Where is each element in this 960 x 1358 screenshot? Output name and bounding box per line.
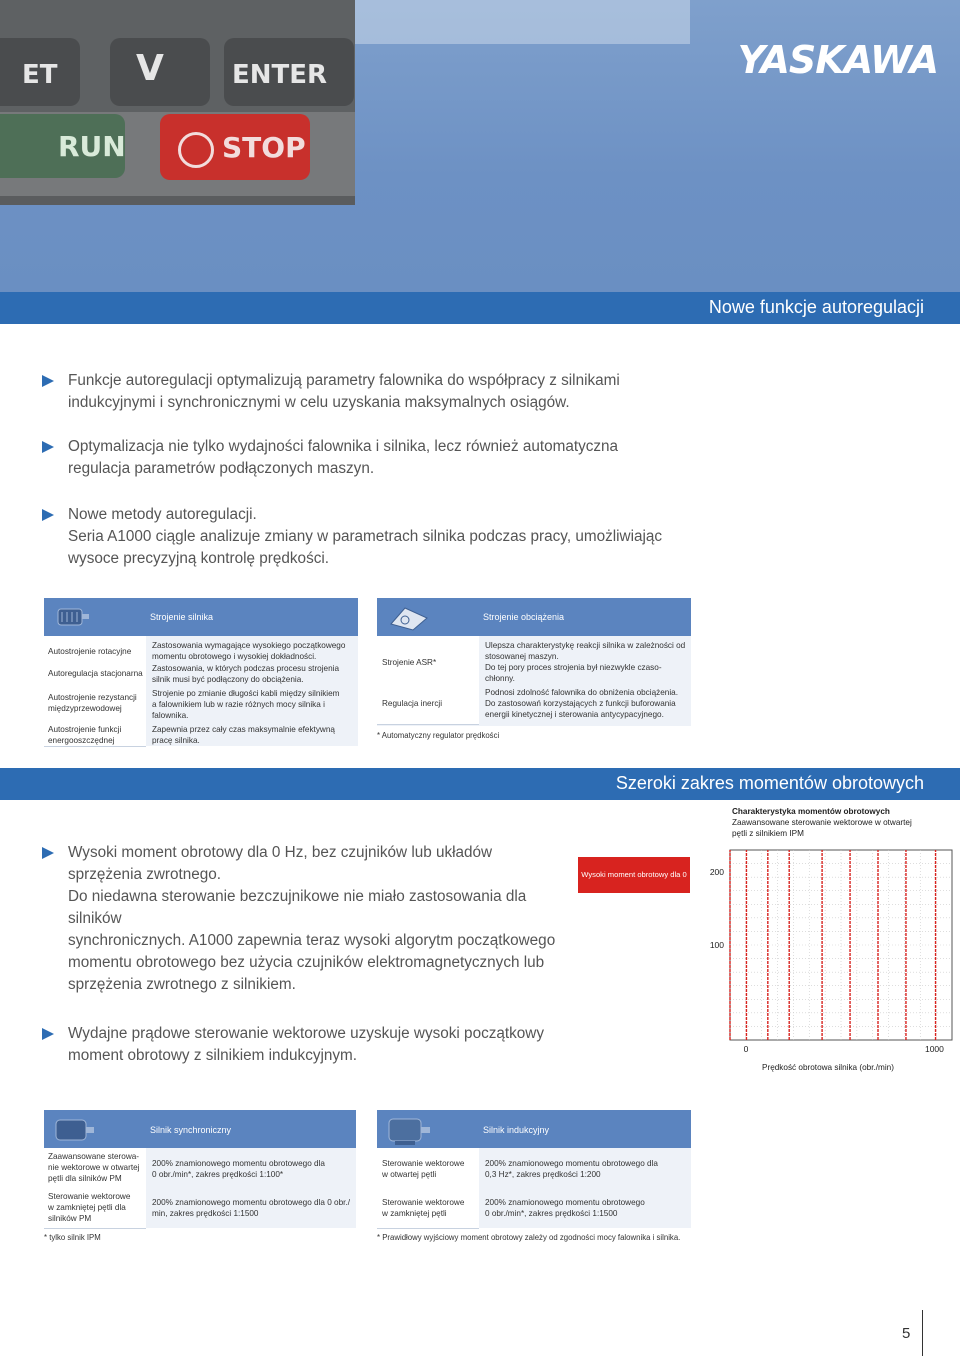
torque-chart [690,840,960,1080]
chart-flag-label: Wysoki moment obrotowy dla 0 Hz [578,857,690,893]
row-name: Sterowanie wektorowe w zamkniętej pętli dla silników PM [48,1192,131,1223]
row-name: Autostrojenie rotacyjne [48,647,132,656]
table-header-label: Silnik synchroniczny [150,1125,232,1135]
keypad-set-label: ET [22,60,58,90]
bullet-line: momentu obrotowego bez użycia czujników elektromagnetycznych lub [68,954,545,971]
keypad-run-label: RUN [58,130,126,163]
bullet-line: silników [68,910,122,927]
row-desc: 200% znamionowego momentu obrotowego 0 obr./min*, zakres prędkości 1:1500 [485,1198,645,1218]
keypad-photo [0,0,355,205]
section-banner-autotuning [0,292,960,324]
keypad-enter-label: ENTER [232,60,328,90]
header-stripe [355,0,690,44]
row-name: Sterowanie wektorowe w zamkniętej pętli [382,1198,465,1218]
machine-icon [387,602,431,632]
chart-xlabel: Prędkość obrotowa silnika (obr./min) [762,1063,894,1072]
bullet-line: regulacja parametrów podłączonych maszyn. [68,460,375,477]
section-banner-torque [0,768,960,800]
footnote: * Automatyczny regulator prędkości [377,731,500,740]
bullet-line: Wydajne prądowe sterowanie wektorowe uzyskuje wysoki początkowy [68,1025,544,1042]
motor-icon [54,604,90,630]
bullet-line: Funkcje autoregulacji optymalizują parametry falownika do współpracy z silnikami [68,372,620,389]
keypad-down-label: V [136,48,164,89]
chart-title: Charakterystyka momentów obrotowych [732,807,890,816]
chart-y-tick-label: 200 [709,866,724,877]
bullet-line: Seria A1000 ciągle analizuje zmiany w parametrach silnika podczas pracy, umożliwiając [68,528,663,545]
chart-subtitle: pętli z silnikiem IPM [732,829,804,838]
row-desc: Ulepsza charakterystykę reakcji silnika w zależności od stosowanej maszyn. Do tej pory proces strojenia był niezwykle czaso- chłonny. [485,641,686,683]
bullet-item [44,842,555,996]
chart-y-tick-label: 100 [709,940,724,950]
bullet-line: Optymalizacja nie tylko wydajności falownika i silnika, lecz również automatyczna [68,438,619,455]
row-desc: Podnosi zdolność falownika do obniżenia obciążenia. Do zastosowań korzystających z funkcji buforowania energii kinetycznej i sterowania antycypacyjnego. [485,688,678,719]
induction-motor-header [377,1110,691,1148]
bullet-line: Nowe metody autoregulacji. [68,506,257,523]
bullet-item [44,370,620,414]
motor-icon [385,1113,435,1147]
bullet-line: synchronicznych. A1000 zapewnia teraz wysoki algorytm początkowego [68,932,556,949]
row-desc: Strojenie po zmianie długości kabli między silnikiem a falownikiem lub w razie różnych mocy silnika i falownika. [152,689,340,720]
bullet-line: sprzężenia zwrotnego z silnikiem. [68,976,296,993]
row-name: Zaawansowane sterowa- nie wektorowe w otwartej pętli dla silników PM [48,1152,140,1183]
bullet-arrow-icon [42,847,54,859]
bullet-line: Do niedawna sterowanie bezczujnikowe nie miało zastosowania dla [68,888,527,905]
bullet-arrow-icon [42,375,54,387]
chart-x-tick-label: 0 [743,1044,749,1054]
bullet-line: Wysoki moment obrotowy dla 0 Hz, bez czujników lub układów [68,844,493,861]
chart-caption [732,806,912,839]
bullet-item [44,504,662,570]
chart-grid [730,850,952,1040]
chart-subtitle: Zaawansowane sterowanie wektorowe w otwartej [732,818,912,827]
bullet-arrow-icon [42,509,54,521]
row-desc: Zapewnia przez cały czas maksymalnie efektywną pracę silnika. [152,725,335,745]
load-tuning-header [377,598,691,636]
row-name: Strojenie ASR* [382,658,437,667]
section-title: Szeroki zakres momentów obrotowych [615,773,924,793]
section-title: Nowe funkcje autoregulacji [708,297,924,317]
bullet-line: indukcyjnymi i synchronicznymi w celu uzyskania maksymalnych osiągów. [68,394,570,411]
bullet-line: wysoce precyzyjną kontrolę prędkości. [68,550,330,567]
row-name: Regulacja inercji [382,699,443,708]
motor-tuning-header [44,598,358,636]
table-header-label: Silnik indukcyjny [483,1125,550,1135]
page-number: 5 [902,1325,911,1342]
bullet-line: moment obrotowy z silnikiem indukcyjnym. [68,1047,358,1064]
footnote: * Prawidłowy wyjściowy moment obrotowy zależy od zgodności mocy falownika i silnika. [377,1233,681,1242]
keypad-stop-label: STOP [222,131,306,164]
chart-x-tick-label: 1000 [924,1044,944,1054]
motor-icon [52,1114,98,1146]
brand-logo: YASKAWA [737,38,938,82]
row-name: Autostrojenie rezystancji międzyprzewodowej [48,693,137,713]
stop-icon [178,132,214,168]
row-name: Autoregulacja stacjonarna [48,669,143,678]
row-name: Autostrojenie funkcji energooszczędnej [48,725,122,745]
row-desc: Zastosowania wymagające wysokiego początkowego momentu obrotowego i wysokiej dokładności. [152,641,346,661]
bullet-arrow-icon [42,1028,54,1040]
bullet-item [44,436,618,480]
row-desc: 200% znamionowego momentu obrotowego dla 0 obr./min*, zakres prędkości 1:100* [152,1159,325,1179]
bullet-item [44,1023,544,1067]
row-desc: 200% znamionowego momentu obrotowego dla 0 obr./ min, zakres prędkości 1:1500 [152,1198,350,1218]
row-desc: 200% znamionowego momentu obrotowego dla 0,3 Hz*, zakres prędkości 1:200 [485,1159,658,1179]
bullet-line: sprzężenia zwrotnego. [68,866,222,883]
footnote: * tylko silnik IPM [44,1233,101,1242]
table-header-label: Strojenie silnika [150,612,214,622]
row-desc: Zastosowania, w których podczas procesu strojenia silnik musi być podłączony do obciążenia. [152,664,340,684]
row-name: Sterowanie wektorowe w otwartej pętli [382,1159,465,1179]
page-number-rule [922,1310,923,1356]
bullet-arrow-icon [42,441,54,453]
table-header-label: Strojenie obciążenia [483,612,565,622]
sync-motor-header [44,1110,356,1148]
